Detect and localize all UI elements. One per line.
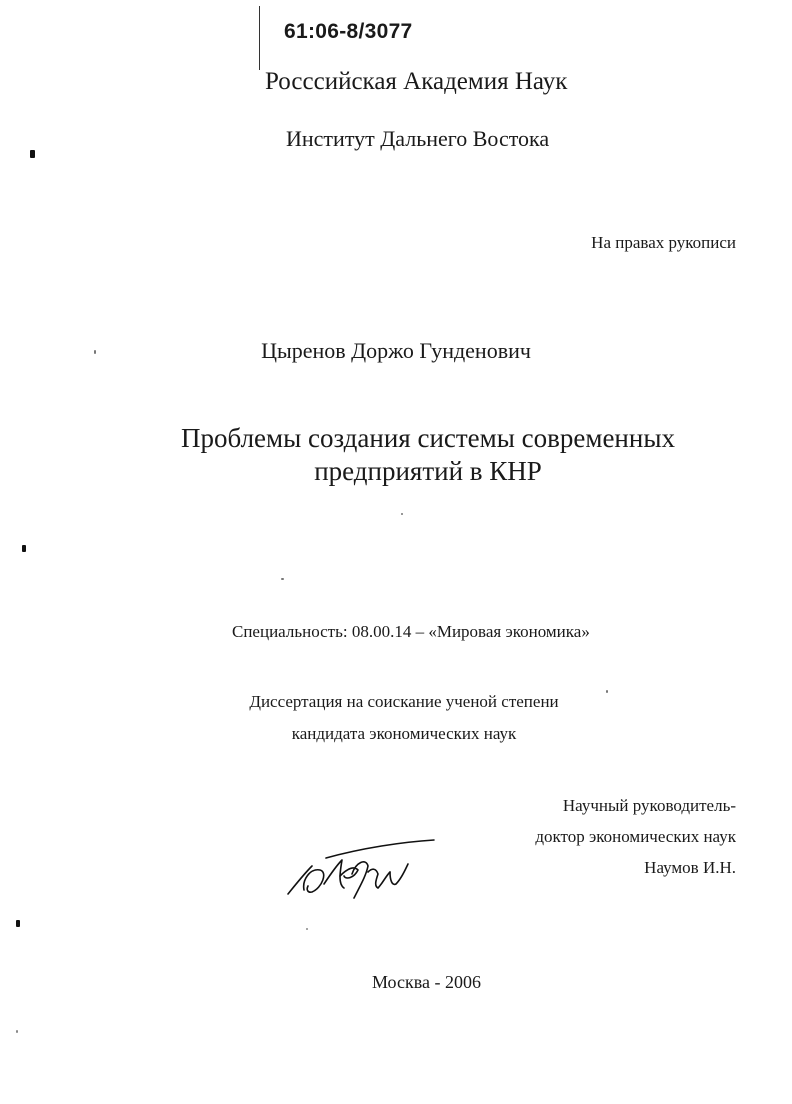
scan-speck: [606, 690, 608, 693]
degree-line: Диссертация на соискание ученой степени: [249, 692, 559, 711]
scan-speck: [94, 350, 96, 354]
manuscript-note: На правах рукописи: [591, 233, 736, 252]
supervisor-line: Наумов И.Н.: [644, 858, 736, 877]
scan-speck: [401, 513, 403, 515]
scan-speck: [16, 920, 20, 927]
institute-name: Институт Дальнего Востока: [286, 126, 550, 151]
supervisor-line: Научный руководитель-: [562, 796, 736, 815]
handwritten-signature: [282, 838, 442, 908]
scan-speck: [16, 1030, 18, 1033]
scan-speck: [281, 578, 284, 580]
degree-statement: [0, 686, 792, 750]
margin-rule: [259, 6, 260, 70]
city-year: Москва - 2006: [372, 972, 481, 992]
dissertation-title: [0, 422, 792, 488]
supervisor-line: доктор экономических наук: [535, 827, 736, 846]
author-name: Цыренов Доржо Гунденович: [261, 338, 531, 363]
scan-speck: [22, 545, 26, 552]
academy-name: Росссийская Академия Наук: [265, 68, 568, 95]
scan-speck: [306, 928, 308, 930]
specialty-line: Специальность: 08.00.14 – «Мировая экономика»: [232, 622, 590, 641]
supervisor-block: [535, 790, 736, 883]
title-line: предприятий в КНР: [314, 456, 542, 486]
degree-line: кандидата экономических наук: [291, 724, 517, 743]
archive-code: 61:06-8/3077: [284, 20, 413, 43]
scan-speck: [30, 150, 35, 158]
title-line: Проблемы создания системы современных: [181, 423, 675, 453]
